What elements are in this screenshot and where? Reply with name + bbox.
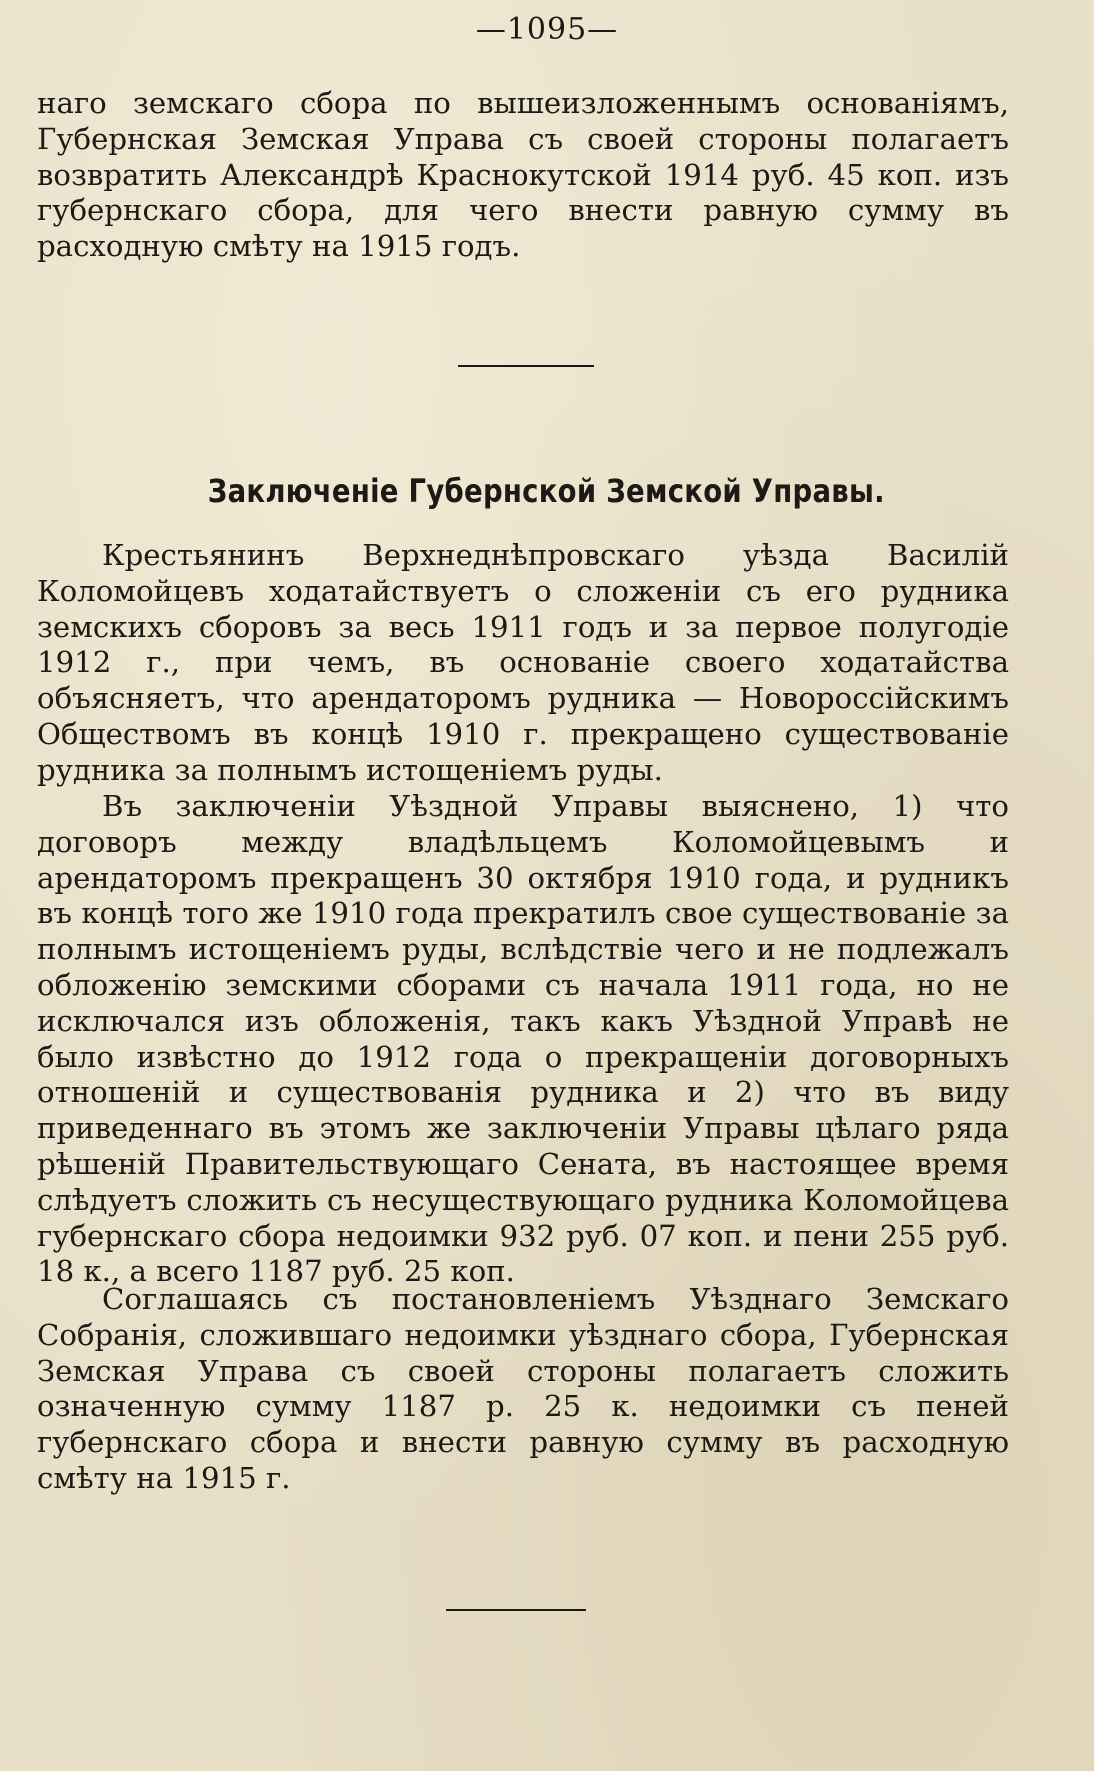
separator-rule-bottom <box>446 1609 586 1611</box>
paragraph-intro: наго земскаго сбора по вышеизложеннымъ основаніямъ, Губернская Земская Управа съ своей стороны полагаетъ возвратить Александрѣ Краснокутской 1914 руб. 45 коп. изъ губернскаго сбора, для чего внести равную сумму въ расходную смѣту на 1915 годъ. <box>37 86 1009 264</box>
page-number: —1095— <box>475 12 619 47</box>
paragraph-district-conclusion: Въ заключеніи Уѣздной Управы выяснено, 1) что договоръ между владѣльцемъ Коломойцевымъ и арендаторомъ прекращенъ 30 октября 1910 года, и рудникъ въ концѣ того же 1910 года прекратилъ свое существованіе за полнымъ истощеніемъ руды, вслѣдствіе чего и не подлежалъ обложенію земскими сборами съ начала 1911 года, но не исключался изъ обложенія, такъ какъ Уѣздной Управѣ не было извѣстно до 1912 года о прекращеніи договорныхъ отношеній и существованія рудника и 2) что въ виду приведеннаго въ этомъ же заключеніи Управы цѣлаго ряда рѣшеній Правительствующаго Сената, въ настоящее время слѣдуетъ сложить съ несуществующаго рудника Коломойцева губернскаго сбора недоимки 932 руб. 07 коп. и пени 255 руб. 18 к., а всего 1187 руб. 25 коп. <box>37 789 1009 1289</box>
separator-rule-top <box>458 365 594 367</box>
paragraph-peasant-petition: Крестьянинъ Верхнеднѣпровскаго уѣзда Василій Коломойцевъ ходатайствуетъ о сложеніи съ его рудника земскихъ сборовъ за весь 1911 годъ и за первое полугодіе 1912 г., при чемъ, въ основаніе своего ходатайства объясняетъ, что арендаторомъ рудника — Новороссійскимъ Обществомъ въ концѣ 1910 г. прекращено существованіе рудника за полнымъ истощеніемъ руды. <box>37 538 1009 787</box>
paragraph-provincial-agreement: Соглашаясь съ постановленіемъ Уѣзднаго Земскаго Собранія, сложившаго недоимки уѣзднаго сбора, Губернская Земская Управа съ своей стороны полагаетъ сложить означенную сумму 1187 р. 25 к. недоимки съ пеней губернскаго сбора и внести равную сумму въ расходную смѣту на 1915 г. <box>37 1282 1009 1495</box>
section-heading: Заключеніе Губернской Земской Управы. <box>207 472 885 510</box>
